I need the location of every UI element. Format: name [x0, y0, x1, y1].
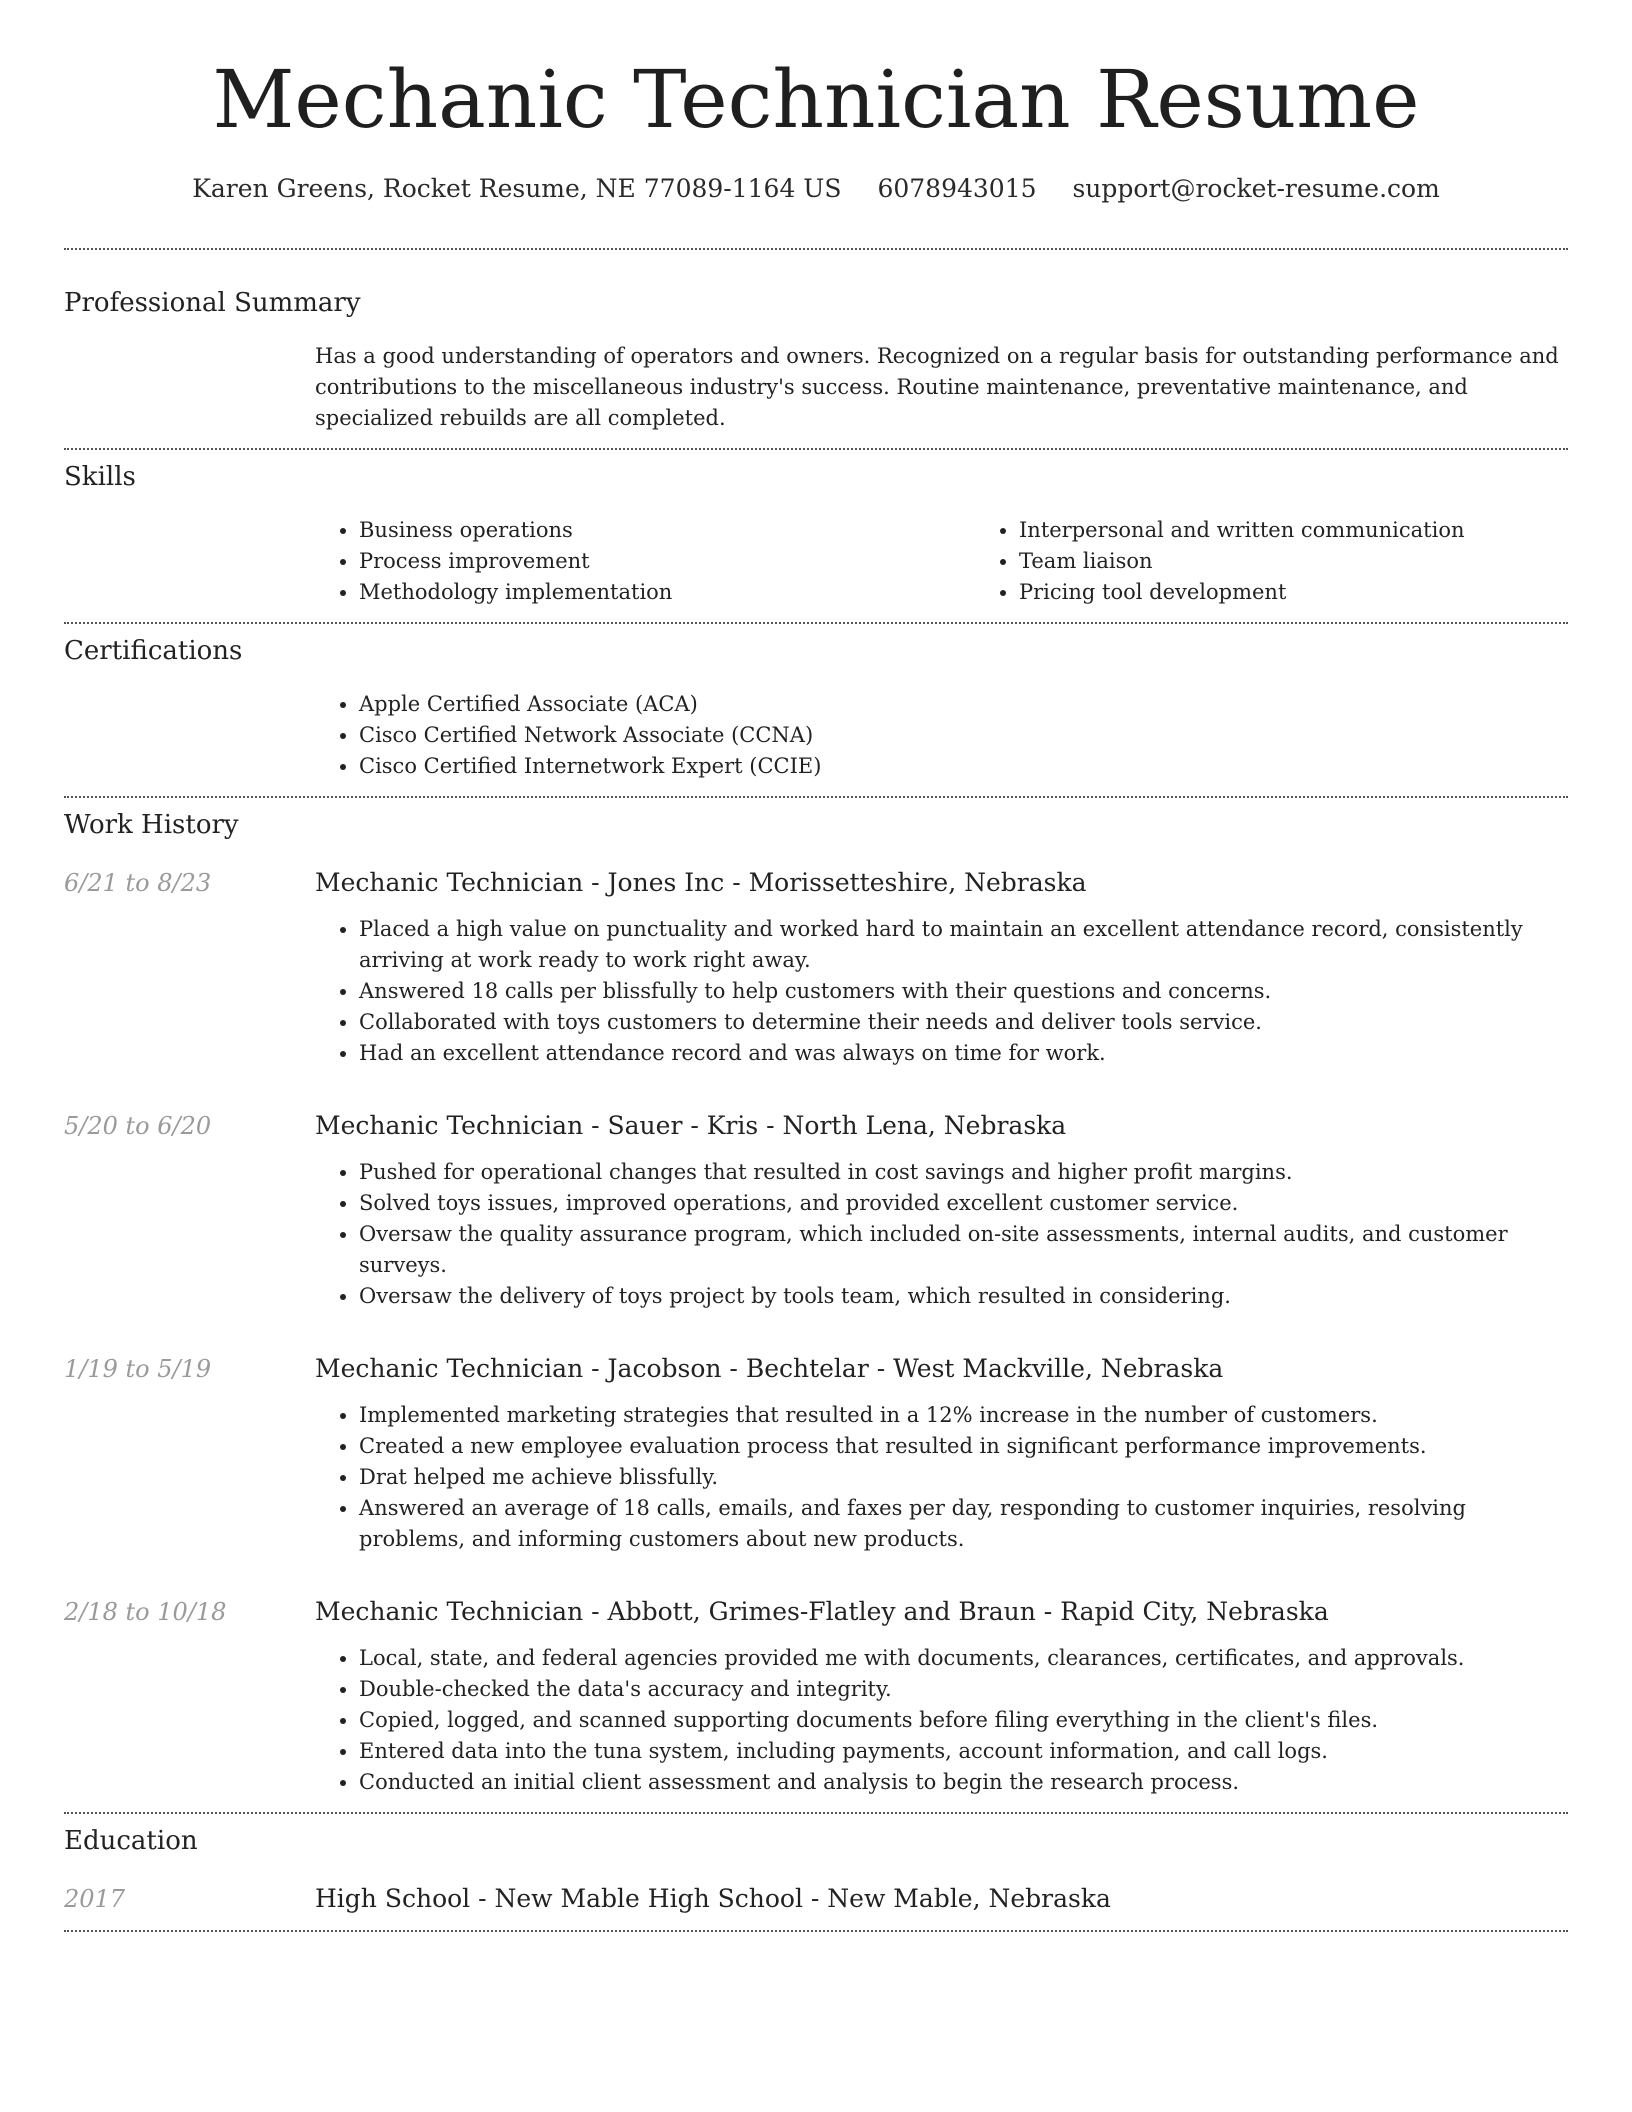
education-section — [64, 1814, 1568, 1930]
job-bullet: • Double-checked the data's accuracy and integrity. — [359, 1674, 1568, 1705]
work-history-heading: Work History — [64, 810, 239, 840]
skill-item: • Methodology implementation — [359, 577, 975, 608]
skills-section — [64, 450, 1568, 622]
certification-item: • Apple Certified Associate (ACA) — [359, 689, 1568, 720]
work-history-section — [64, 798, 1568, 1812]
contact-phone: 6078943015 — [877, 174, 1037, 203]
job-bullet: • Oversaw the delivery of toys project by tools team, which resulted in considering. — [359, 1281, 1568, 1312]
job-title: Mechanic Technician - Jacobson - Bechtelar - West Mackville, Nebraska — [315, 1354, 1224, 1383]
job-dates: 5/20 to 6/20 — [64, 1112, 212, 1140]
job-bullet: • Created a new employee evaluation process that resulted in significant performance improvements. — [359, 1431, 1568, 1462]
certifications-section — [64, 624, 1568, 796]
job-bullet: • Answered 18 calls per blissfully to help customers with their questions and concerns. — [359, 976, 1568, 1007]
certifications-heading: Certifications — [64, 636, 243, 666]
job-bullet: • Conducted an initial client assessment and analysis to begin the research process. — [359, 1767, 1568, 1798]
job-bullets — [315, 914, 1568, 1069]
job-bullet: • Implemented marketing strategies that resulted in a 12% increase in the number of customers. — [359, 1400, 1568, 1431]
skills-heading: Skills — [64, 462, 136, 492]
job-bullet-list — [315, 914, 1568, 1069]
job-dates: 2/18 to 10/18 — [64, 1598, 227, 1626]
skill-item: • Team liaison — [1019, 546, 1632, 577]
job-entry — [64, 1595, 1568, 1798]
education-year: 2017 — [64, 1885, 126, 1913]
job-bullet: • Collaborated with toys customers to determine their needs and deliver tools service. — [359, 1007, 1568, 1038]
job-bullet: • Answered an average of 18 calls, emails, and faxes per day, responding to customer inquiries, resolving problems, and informing customers about new products. — [359, 1493, 1568, 1555]
skill-item: • Business operations — [359, 515, 975, 546]
job-bullet: • Drat helped me achieve blissfully. — [359, 1462, 1568, 1493]
job-bullet: • Entered data into the tuna system, including payments, account information, and call logs. — [359, 1736, 1568, 1767]
job-entry — [64, 866, 1568, 1069]
contact-line — [64, 172, 1568, 206]
job-bullet: • Had an excellent attendance record and was always on time for work. — [359, 1038, 1568, 1069]
contact-address: Karen Greens, Rocket Resume, NE 77089-1164 US — [192, 174, 842, 203]
certifications-list — [315, 689, 1568, 782]
summary-content — [315, 341, 1568, 434]
job-bullet: • Oversaw the quality assurance program, which included on-site assessments, internal audits, and customer surveys. — [359, 1219, 1568, 1281]
job-bullet-list — [315, 1157, 1568, 1312]
job-title: Mechanic Technician - Abbott, Grimes-Flatley and Braun - Rapid City, Nebraska — [315, 1597, 1329, 1626]
job-header — [64, 866, 1568, 900]
job-bullet: • Copied, logged, and scanned supporting documents before filing everything in the client's files. — [359, 1705, 1568, 1736]
certification-item: • Cisco Certified Network Associate (CCNA) — [359, 720, 1568, 751]
certification-item: • Cisco Certified Internetwork Expert (CCIE) — [359, 751, 1568, 782]
skills-list-right — [975, 515, 1632, 608]
job-bullet: • Local, state, and federal agencies provided me with documents, clearances, certificates, and approvals. — [359, 1643, 1568, 1674]
skill-item: • Process improvement — [359, 546, 975, 577]
page-title: Mechanic Technician Resume — [212, 53, 1420, 146]
contact-email: support@rocket-resume.com — [1072, 174, 1440, 203]
job-header — [64, 1352, 1568, 1386]
job-bullet: • Placed a high value on punctuality and worked hard to maintain an excellent attendance record, consistently arriving at work ready to work right away. — [359, 914, 1568, 976]
education-degree: High School - New Mable High School - New Mable, Nebraska — [315, 1884, 1111, 1913]
education-entry — [64, 1882, 1568, 1916]
job-bullet: • Pushed for operational changes that resulted in cost savings and higher profit margins. — [359, 1157, 1568, 1188]
certifications-content — [315, 689, 1568, 782]
summary-text: Has a good understanding of operators and owners. Recognized on a regular basis for outstanding performance and contributions to the miscellaneous industry's success. Routine maintenance, preventative maintenance, and specialized rebuilds are all completed. — [315, 344, 1559, 430]
job-title: Mechanic Technician - Sauer - Kris - North Lena, Nebraska — [315, 1111, 1067, 1140]
divider — [64, 1930, 1568, 1932]
job-bullets — [315, 1157, 1568, 1312]
skill-item: • Interpersonal and written communication — [1019, 515, 1632, 546]
job-dates: 6/21 to 8/23 — [64, 869, 212, 897]
education-heading: Education — [64, 1826, 198, 1856]
job-bullet: • Solved toys issues, improved operations, and provided excellent customer service. — [359, 1188, 1568, 1219]
job-title: Mechanic Technician - Jones Inc - Morissetteshire, Nebraska — [315, 868, 1087, 897]
job-header — [64, 1109, 1568, 1143]
summary-heading: Professional Summary — [64, 288, 361, 318]
skills-content — [315, 515, 1568, 608]
summary-section — [64, 250, 1568, 448]
job-bullets — [315, 1643, 1568, 1798]
job-bullets — [315, 1400, 1568, 1555]
job-bullet-list — [315, 1400, 1568, 1555]
job-header — [64, 1595, 1568, 1629]
skills-list-left — [315, 515, 975, 608]
job-dates: 1/19 to 5/19 — [64, 1355, 212, 1383]
job-entry — [64, 1352, 1568, 1555]
skill-item: • Pricing tool development — [1019, 577, 1632, 608]
job-bullet-list — [315, 1643, 1568, 1798]
job-entry — [64, 1109, 1568, 1312]
